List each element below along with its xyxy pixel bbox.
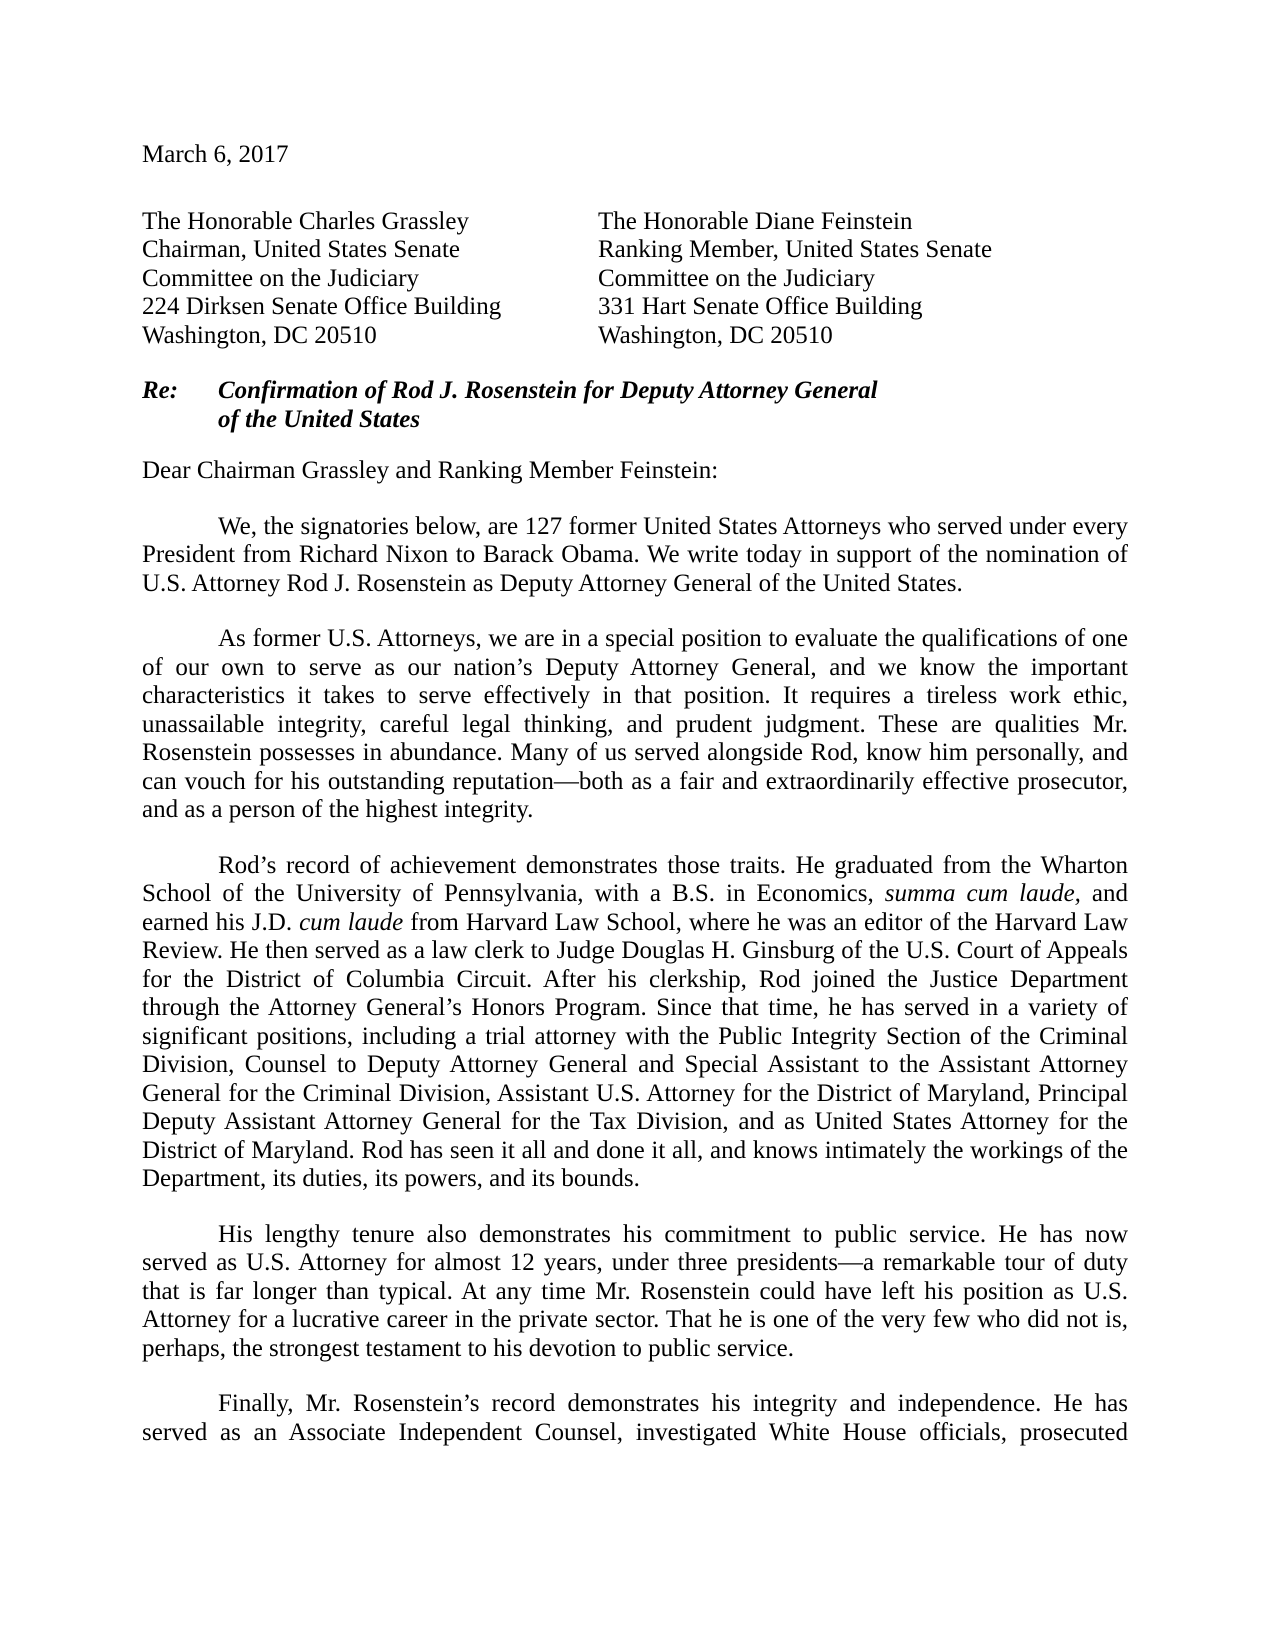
salutation: Dear Chairman Grassley and Ranking Member Feinstein: xyxy=(142,457,719,484)
body-paragraph-1: We, the signatories below, are 127 former United States Attorneys who served under every President from Richard Nixon to Barack Obama. We write today in support of the nomination of U.S. Attorney Rod J. Rosenstein as Deputy Attorney General of the United States. xyxy=(142,512,1128,597)
address-line: Committee on the Judiciary xyxy=(598,264,876,292)
address-line: Washington, DC 20510 xyxy=(598,321,833,349)
address-line: Ranking Member, United States Senate xyxy=(598,236,993,263)
address-line: The Honorable Charles Grassley xyxy=(142,207,469,235)
address-line: Committee on the Judiciary xyxy=(142,264,420,292)
recipient-block-feinstein xyxy=(598,208,992,351)
re-label: Re: xyxy=(142,377,179,404)
re-subject-text xyxy=(218,377,878,434)
re-subject-line: Confirmation of Rod J. Rosenstein for Deputy Attorney General xyxy=(218,377,878,404)
re-subject-line: of the United States xyxy=(218,405,421,433)
recipient-blocks xyxy=(142,208,1128,351)
re-subject-block xyxy=(142,377,1128,434)
body-paragraph-3: Rod’s record of achievement demonstrates those traits. He graduated from the Wharton School of the University of Pennsylvania, with a B.S. in Economics, summa cum laude, and earned his J.D. cum laude from Harvard Law School, where he was an editor of the Harvard Law Review. He then served as a law clerk to Judge Douglas H. Ginsburg of the U.S. Court of Appeals for the District of Columbia Circuit. After his clerkship, Rod joined the Justice Department through the Attorney General’s Honors Program. Since that time, he has served in a variety of significant positions, including a trial attorney with the Public Integrity Section of the Criminal Division, Counsel to Deputy Attorney General and Special Assistant to the Assistant Attorney General for the Criminal Division, Assistant U.S. Attorney for the District of Maryland, Principal Deputy Assistant Attorney General for the Tax Division, and as United States Attorney for the District of Maryland. Rod has seen it all and done it all, and knows intimately the workings of the Department, its duties, its powers, and its bounds. xyxy=(142,851,1128,1192)
address-line: 331 Hart Senate Office Building xyxy=(598,293,923,320)
letter-date: March 6, 2017 xyxy=(142,141,289,168)
address-line: The Honorable Diane Feinstein xyxy=(598,207,913,235)
address-line: Chairman, United States Senate xyxy=(142,236,460,263)
address-line: 224 Dirksen Senate Office Building xyxy=(142,293,502,320)
body-paragraph-5: Finally, Mr. Rosenstein’s record demonstrates his integrity and independence. He has served as an Associate Independent Counsel, investigated White House officials, prosecuted xyxy=(142,1390,1128,1446)
address-line: Washington, DC 20510 xyxy=(142,321,377,349)
body-paragraph-2: As former U.S. Attorneys, we are in a special position to evaluate the qualifications of one of our own to serve as our nation’s Deputy Attorney General, and we know the important characteristics it takes to serve effectively in that position. It requires a tireless work ethic, unassailable integrity, careful legal thinking, and prudent judgment. These are qualities Mr. Rosenstein possesses in abundance. Many of us served alongside Rod, know him personally, and can vouch for his outstanding reputation—both as a fair and extraordinarily effective prosecutor, and as a person of the highest integrity. xyxy=(142,625,1128,823)
recipient-block-grassley xyxy=(142,208,598,351)
body-paragraph-4: His lengthy tenure also demonstrates his commitment to public service. He has now served as U.S. Attorney for almost 12 years, under three presidents—a remarkable tour of duty that is far longer than typical. At any time Mr. Rosenstein could have left his position as U.S. Attorney for a lucrative career in the private sector. That he is one of the very few who did not is, perhaps, the strongest testament to his devotion to public service. xyxy=(142,1220,1128,1362)
